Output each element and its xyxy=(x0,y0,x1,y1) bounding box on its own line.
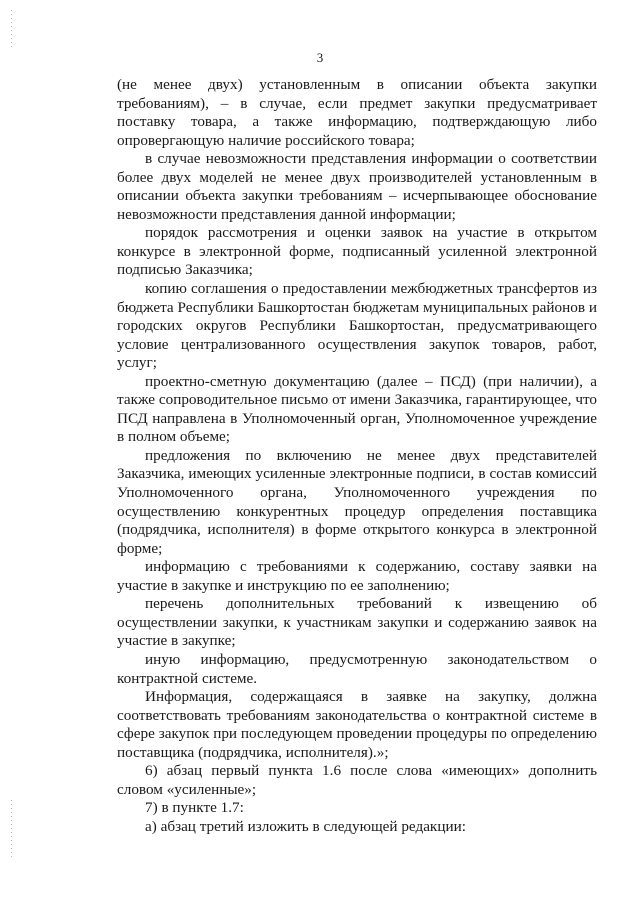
paragraph: копию соглашения о предоставлении межбюджетных трансфертов из бюджета Республики Башкортостан бюджетам муниципальных районов и городских округов Республики Башкортостан, предусматривающего условие централизованного осуществления закупок товаров, работ, услуг; xyxy=(117,280,597,372)
paragraph: 7) в пункте 1.7: xyxy=(145,799,244,817)
paragraph: 6) абзац первый пункта 1.6 после слова «имеющих» дополнить словом «усиленные»; xyxy=(117,762,597,798)
paragraph: проектно-сметную документацию (далее – ПСД) (при наличии), а также сопроводительное письмо от имени Заказчика, гарантирующее, что ПСД направлена в Уполномоченный орган, Уполномоченное учреждение в полном объеме; xyxy=(117,372,597,446)
paragraph: предложения по включению не менее двух представителей Заказчика, имеющих усиленные электронные подписи, в состав комиссий Уполномоченного органа, Уполномоченного учреждения по осуществлению конкурентных процедур определения поставщика (подрядчика, исполнителя) в форме открытого конкурса в электронной форме; xyxy=(117,446,597,557)
paragraph: перечень дополнительных требований к извещению об осуществлении закупки, к участникам закупки и содержанию заявок на участие в закупке; xyxy=(117,595,597,650)
paragraph: порядок рассмотрения и оценки заявок на участие в открытом конкурсе в электронной форме, подписанный усиленной электронной подписью Заказчика; xyxy=(117,224,597,279)
paragraph: информацию с требованиями к содержанию, составу заявки на участие в закупке и инструкцию по ее заполнению; xyxy=(117,558,597,594)
body-text xyxy=(117,76,597,836)
paragraph: иную информацию, предусмотренную законодательством о контрактной системе. xyxy=(117,650,597,687)
paragraph: в случае невозможности представления информации о соответствии более двух моделей не менее двух производителей установленным в описании объекта закупки требованиям – исчерпывающее обоснование невозможности представления данной информации; xyxy=(117,150,597,223)
scan-edge-mark xyxy=(11,10,12,50)
paragraph: (не менее двух) установленным в описании объекта закупки требованиям), – в случае, если предмет закупки предусматривает поставку товара, а также информацию, подтверждающую либо опровергающую наличие российского товара; xyxy=(117,76,597,149)
paragraph: а) абзац третий изложить в следующей редакции: xyxy=(145,817,466,835)
paragraph: Информация, содержащаяся в заявке на закупку, должна соответствовать требованиям законодательства о контрактной системе в сфере закупок при последующем проведении процедуры по определению поставщика (подрядчика, исполнителя).»; xyxy=(117,688,597,761)
page-number: 3 xyxy=(316,50,324,65)
scan-edge-mark xyxy=(11,800,12,860)
